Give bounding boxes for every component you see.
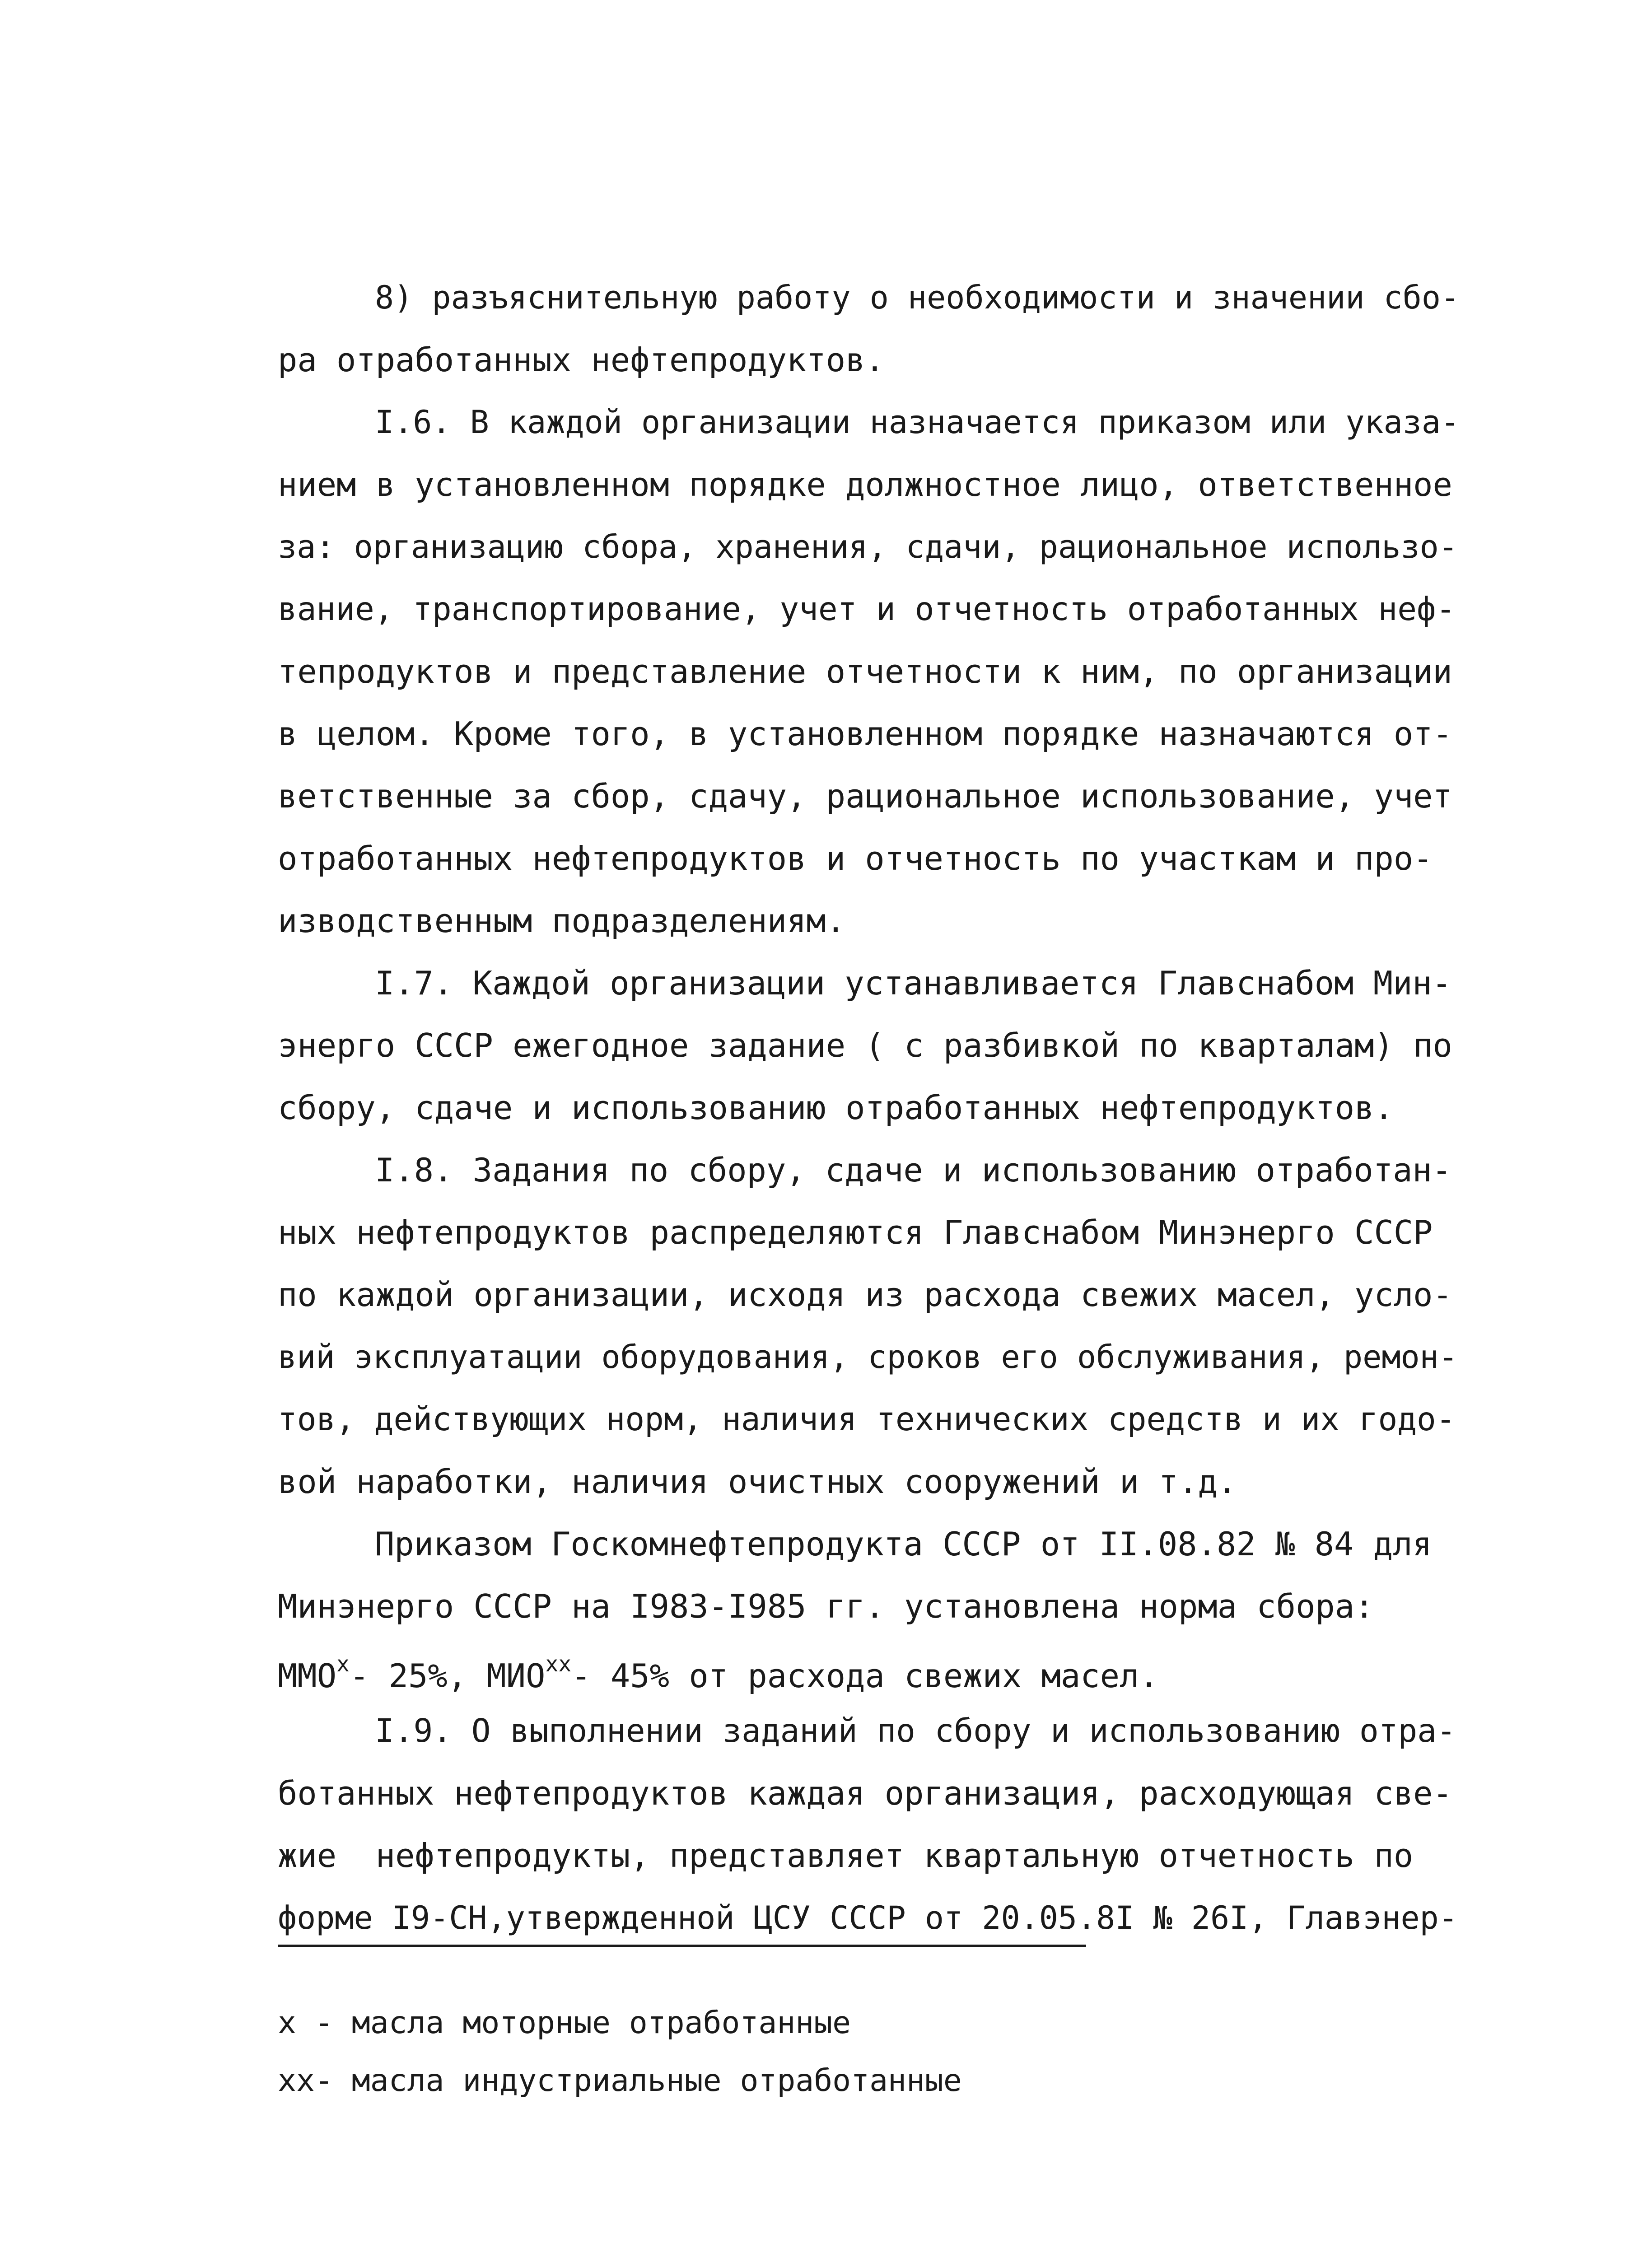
text-line: форме I9-СН,утвержденной ЦСУ СССР от 20.05.8I № 26I, Главэнер- bbox=[278, 1899, 1458, 1936]
text-line: Минэнерго СССР на I983-I985 гг. установлена норма сбора: bbox=[278, 1587, 1374, 1625]
text-line: сбору, сдаче и использованию отработанных нефтепродуктов. bbox=[278, 1089, 1394, 1127]
text-segment: - 25%, МИО bbox=[349, 1657, 546, 1695]
text-line: I.8. Задания по сбору, сдаче и использованию отработан- bbox=[375, 1151, 1452, 1189]
text-segment: ММО bbox=[278, 1657, 337, 1695]
text-line: отработанных нефтепродуктов и отчетность по участкам и про- bbox=[278, 840, 1433, 877]
text-line: за: организацию сбора, хранения, сдачи, рациональное использо- bbox=[278, 528, 1458, 565]
text-line: тепродуктов и представление отчетности к ним, по организации bbox=[278, 653, 1452, 690]
text-line: по каждой организации, исходя из расхода свежих масел, усло- bbox=[278, 1276, 1452, 1314]
text-line: ра отработанных нефтепродуктов. bbox=[278, 341, 885, 379]
text-line: вание, транспортирование, учет и отчетность отработанных неф- bbox=[278, 590, 1456, 628]
text-line: вой наработки, наличия очистных сооружений и т.д. bbox=[278, 1463, 1237, 1501]
text-line: I.7. Каждой организации устанавливается Главснабом Мин- bbox=[375, 964, 1452, 1002]
text-segment: - 45% от расхода свежих масел. bbox=[571, 1657, 1159, 1695]
document-body bbox=[278, 266, 1470, 1949]
text-line: нием в установленном порядке должностное лицо, ответственное bbox=[278, 466, 1452, 504]
text-line: ветственные за сбор, сдачу, рациональное использование, учет bbox=[278, 777, 1452, 815]
footnote-1: х - масла моторные отработанные bbox=[278, 2005, 851, 2041]
text-line: I.6. В каждой организации назначается приказом или указа- bbox=[375, 404, 1460, 441]
text-line: вий эксплуатации оборудования, сроков его обслуживания, ремон- bbox=[278, 1339, 1458, 1376]
text-line: энерго СССР ежегодное задание ( с разбивкой по кварталам) по bbox=[278, 1026, 1452, 1064]
text-line: Приказом Госкомнефтепродукта СССР от II.08.82 № 84 для bbox=[375, 1525, 1432, 1563]
footnote-2: хх- масла индустриальные отработанные bbox=[278, 2063, 962, 2099]
text-line: тов, действующих норм, наличия технических средств и их годо- bbox=[278, 1400, 1456, 1438]
text-line: ных нефтепродуктов распределяются Главснабом Минэнерго СССР bbox=[278, 1213, 1433, 1251]
text-line: ботанных нефтепродуктов каждая организация, расходующая све- bbox=[278, 1774, 1452, 1812]
text-line: в целом. Кроме того, в установленном порядке назначаются от- bbox=[278, 715, 1452, 753]
footnote-marker: хх bbox=[545, 1652, 572, 1677]
text-line: изводственным подразделениям. bbox=[278, 902, 846, 940]
footnotes bbox=[278, 1940, 1470, 2110]
text-line bbox=[278, 1638, 1470, 1700]
footnote-marker: х bbox=[336, 1652, 350, 1677]
text-line: 8) разъяснительную работу о необходимости и значении сбо- bbox=[375, 279, 1460, 316]
text-line: I.9. О выполнении заданий по сбору и использованию отра- bbox=[375, 1712, 1456, 1749]
text-line: жие нефтепродукты, представляет квартальную отчетность по bbox=[278, 1837, 1414, 1875]
